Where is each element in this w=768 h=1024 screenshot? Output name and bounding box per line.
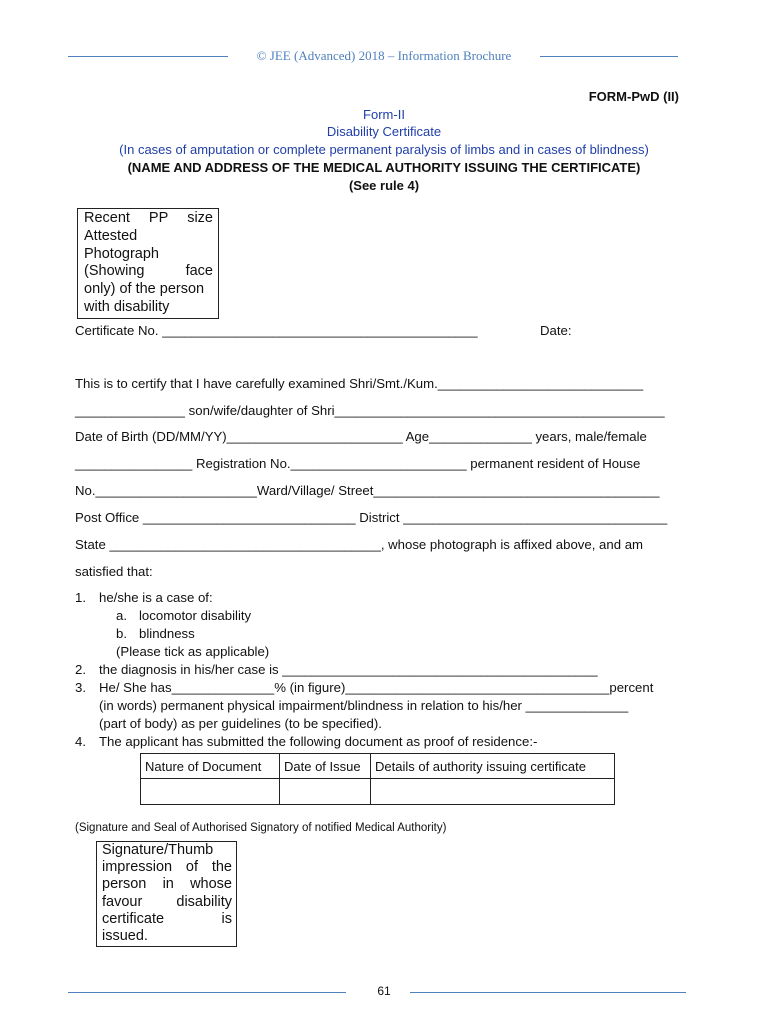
body-line[interactable]: ________________ Registration No.________________________ permanent resident of House [75, 456, 641, 471]
photo-line: Photograph [84, 245, 159, 262]
item-number: 1. [75, 590, 86, 605]
signature-line: certificate is [102, 910, 232, 927]
form-name: Disability Certificate [326, 124, 442, 139]
residence-document-table [140, 753, 615, 805]
signature-caption: (Signature and Seal of Authorised Signatory of notified Medical Authority) [75, 822, 447, 834]
signature-line: impression of the [102, 859, 232, 876]
table-header-row [141, 754, 615, 779]
date-label: Date: [540, 323, 572, 338]
signature-line: Signature/Thumb [102, 842, 214, 858]
signature-line: favour disability [102, 893, 232, 910]
table-header-cell: Date of Issue [280, 754, 371, 779]
option-letter: b. [116, 626, 127, 641]
body-line: satisfied that: [75, 564, 153, 579]
form-number: Form-II [363, 107, 405, 122]
photo-line: (Showing face [84, 263, 213, 280]
item-3-text: (part of body) as per guidelines (to be specified). [99, 716, 382, 731]
header-title: © JEE (Advanced) 2018 – Information Brochure [256, 48, 512, 63]
signature-thumb-box[interactable] [96, 841, 237, 947]
item-number: 2. [75, 662, 86, 677]
form-id: FORM-PwD (II) [588, 89, 679, 104]
body-line[interactable]: Post Office _____________________________ District ____________________________________ [75, 510, 668, 525]
option-letter: a. [116, 608, 127, 623]
option-blindness[interactable]: blindness [139, 626, 195, 641]
item-number: 3. [75, 680, 86, 695]
item-1-text: he/she is a case of: [99, 590, 213, 605]
form-rule: (See rule 4) [348, 178, 420, 193]
body-line[interactable]: This is to certify that I have carefully examined Shri/Smt./Kum.____________________________ [75, 376, 644, 391]
option-locomotor-disability[interactable]: locomotor disability [139, 608, 252, 623]
item-3-percent-field[interactable]: He/ She has______________% (in figure)____________________________________percent [99, 680, 654, 695]
signature-line: issued. [102, 928, 148, 945]
form-scope: (In cases of amputation or complete permanent paralysis of limbs and in cases of blindness) [119, 142, 649, 157]
table-cell[interactable] [141, 779, 280, 805]
body-line[interactable]: No.______________________Ward/Village/ Street_______________________________________ [75, 483, 660, 498]
body-line[interactable]: State _____________________________________, whose photograph is affixed above, and am [75, 537, 644, 552]
table-cell[interactable] [280, 779, 371, 805]
page-number: 61 [377, 984, 391, 998]
certificate-number-field[interactable]: Certificate No. ___________________________________________ [75, 323, 478, 338]
photo-line: with disability [84, 298, 170, 315]
signature-line: person in whose [102, 876, 232, 893]
table-row [141, 779, 615, 805]
table-cell[interactable] [371, 779, 615, 805]
photo-line: Attested [84, 227, 138, 244]
photo-line: Recent PP size [84, 210, 213, 226]
item-2-diagnosis-field[interactable]: the diagnosis in his/her case is ___________________________________________ [99, 662, 598, 677]
item-3-body-part-field[interactable]: (in words) permanent physical impairment/blindness in relation to his/her ______________ [99, 698, 629, 713]
body-line[interactable]: _______________ son/wife/daughter of Shri_____________________________________________ [75, 403, 665, 418]
form-authority: (NAME AND ADDRESS OF THE MEDICAL AUTHORITY ISSUING THE CERTIFICATE) [127, 160, 641, 175]
body-line[interactable]: Date of Birth (DD/MM/YY)________________________ Age______________ years, male/female [75, 429, 647, 444]
table-header-cell: Details of authority issuing certificate [371, 754, 615, 779]
item-4-text: The applicant has submitted the following document as proof of residence:- [99, 734, 538, 749]
item-number: 4. [75, 734, 86, 749]
photo-placeholder[interactable] [77, 208, 219, 319]
table-header-cell: Nature of Document [141, 754, 280, 779]
photo-line: only) of the person [84, 281, 205, 298]
tick-note: (Please tick as applicable) [116, 644, 270, 659]
